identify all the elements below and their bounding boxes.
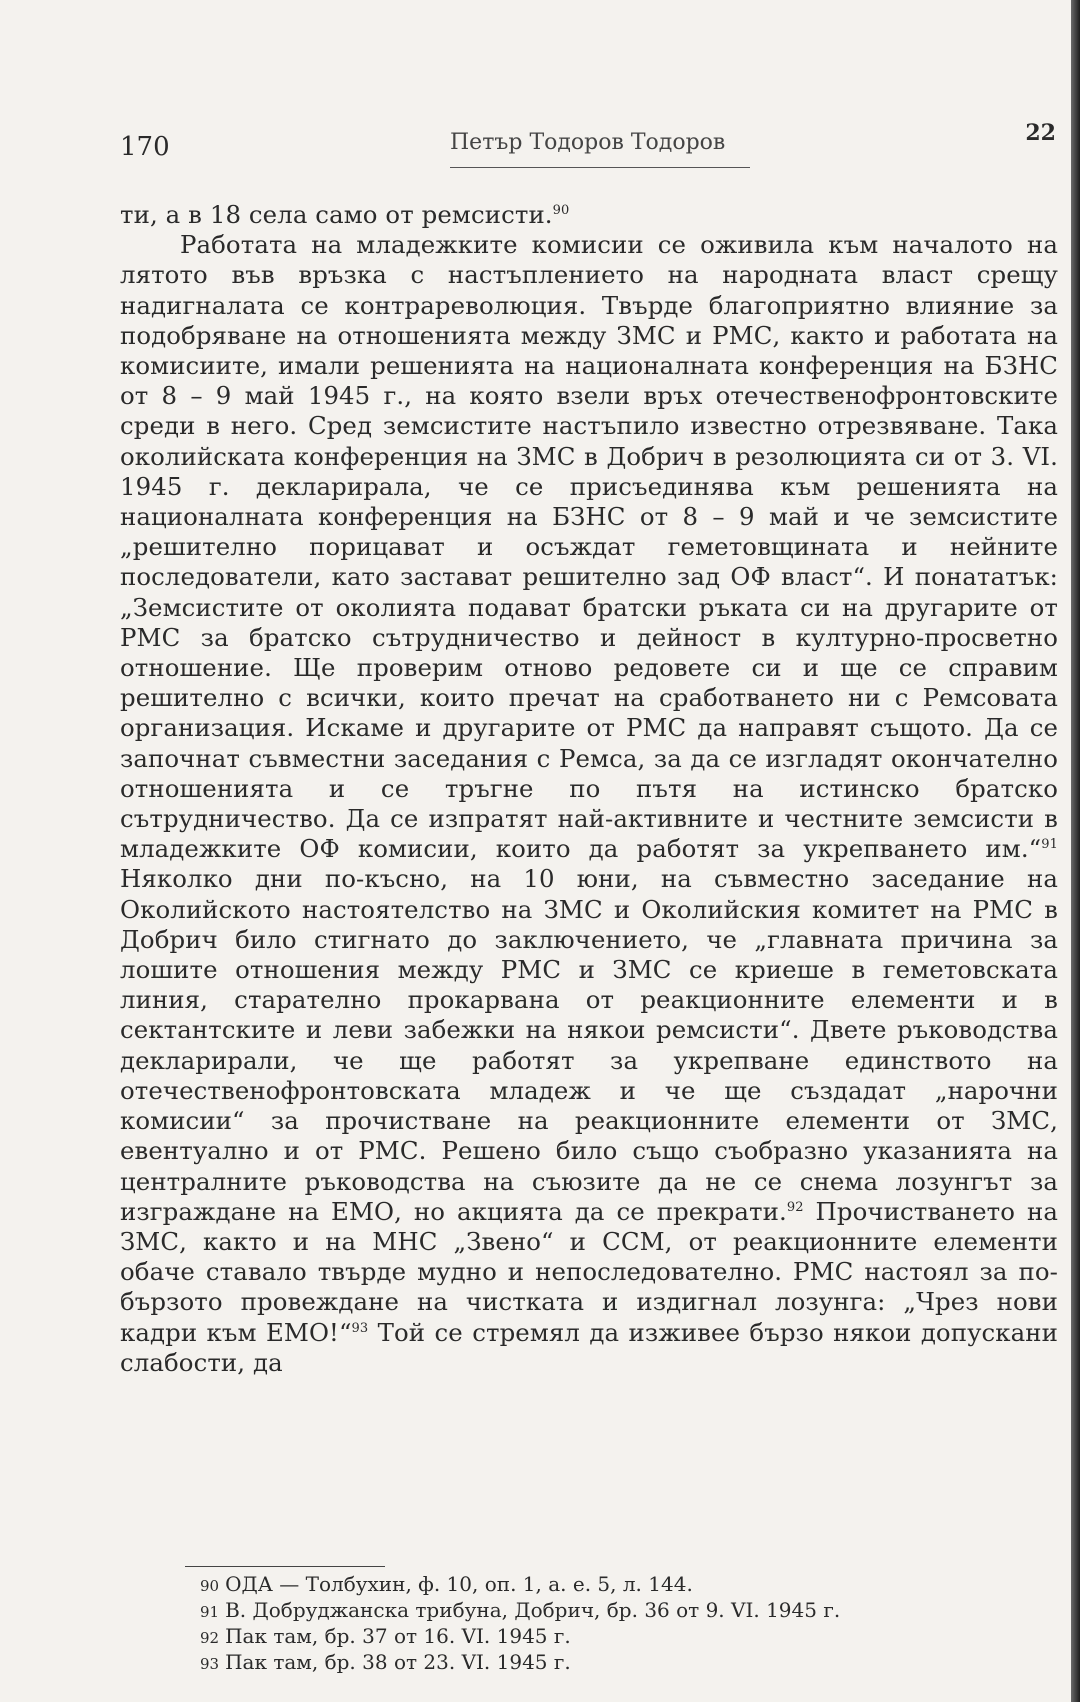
body-text <box>120 200 1058 1378</box>
section-number: 22 <box>1025 120 1056 146</box>
page-edge <box>1071 0 1080 1702</box>
paragraph-text: Няколко дни по-късно, на 10 юни, на съвместно заседание на Околийското настоятелство на ЗМС и Околийския комитет на РМС в Добрич било стигнато до заключението, че „главната причина за лошите отношения между РМС и ЗМС се криеше в геметовската линия, старателно прокарвана от реакционните елементи и в сектантските и леви забежки на някои ремсисти“. Двете ръководства декларирали, че ще работят за укрепване единството на отечественофронтовската младеж и че ще създадат „нарочни комисии“ за прочистване на реакционните елементи от ЗМС, евентуално и от РМС. Решено било също съобразно указанията на централните ръководства на съюзите да не се снема лозунгът за изграждане на ЕМО, но акцията да се прекрати. <box>120 864 1058 1226</box>
page-number: 170 <box>120 132 170 162</box>
footnote-ref: 91 <box>1041 837 1058 853</box>
footnote-number: 92 <box>200 1629 220 1647</box>
footnote-text: В. Добруджанска трибуна, Добрич, бр. 36 от 9. VI. 1945 г. <box>225 1598 841 1622</box>
header-rule <box>450 167 750 168</box>
footnote-rule <box>185 1566 385 1567</box>
footnote-number: 90 <box>200 1577 220 1595</box>
footnote-number: 91 <box>200 1603 220 1621</box>
paragraph-text: Той се стремял да изживее бързо някои допускани слабости, да <box>120 1317 1058 1377</box>
footnote-ref: 90 <box>552 202 570 218</box>
paragraph-text: ти, а в 18 села само от ремсисти. <box>120 200 553 229</box>
footnote <box>200 1624 1050 1650</box>
footnote-ref: 93 <box>351 1320 369 1336</box>
footnotes <box>200 1572 1050 1676</box>
paragraph-text: Работата на младежките комисии се оживила към началото на лятото във връзка с настъплението на народната власт срещу надигналата се контрареволюция. Твърде благоприятно влияние за подобряване на отношенията между ЗМС и РМС, както и работата на комисиите, имали решенията на националната конференция на БЗНС от 8 – 9 май 1945 г., на която взели връх отечественофронтовските среди в него. Сред земсистите настъпило известно отрезвяване. Така околийската конференция на ЗМС в Добрич в резолюцията си от 3. VI. 1945 г. декларирала, че се присъединява към решенията на националната конференция на БЗНС от 8 – 9 май и че земсистите „решително порицават и осъждат геметовщината и нейните последователи, като застават решително зад ОФ власт“. И понататък: „Земсистите от околията подават братски ръката си на другарите от РМС за братско сътрудничество и дейност в културно-просветно отношение. Ще проверим отново редовете си и ще се справим решително с всички, които пречат на сработването ни с Ремсовата организация. Искаме и другарите от РМС да направят същото. Да се започнат съвместни заседания с Ремса, за да се изгладят окончателно отношенията и се тръгне по пътя на истинско братско сътрудничество. Да се изпратят най-активните и честните земсисти в младежките ОФ комисии, които да работят за укрепването им.“ <box>120 230 1058 864</box>
footnote <box>200 1650 1050 1676</box>
footnote-number: 93 <box>200 1655 220 1673</box>
paragraph <box>120 230 1058 1378</box>
footnote-text: ОДА — Толбухин, ф. 10, оп. 1, а. е. 5, л. 144. <box>225 1572 693 1596</box>
footnote-text: Пак там, бр. 37 от 16. VI. 1945 г. <box>225 1624 571 1648</box>
footnote <box>200 1598 1050 1624</box>
paragraph-text: Прочистването на ЗМС, както и на МНС „Звено“ и ССМ, от реакционните елементи обаче ставало твърде мудно и непоследователно. РМС настоял за по-бързото провеждане на чистката и издигнал лозунга: „Чрез нови кадри към ЕМО!“ <box>120 1196 1058 1347</box>
footnote-text: Пак там, бр. 38 от 23. VI. 1945 г. <box>225 1650 571 1674</box>
page-header <box>120 120 1060 172</box>
running-title: Петър Тодоров Тодоров <box>450 130 726 155</box>
footnote <box>200 1572 1050 1598</box>
paragraph-continued <box>120 200 1058 230</box>
footnote-ref: 92 <box>786 1199 804 1215</box>
